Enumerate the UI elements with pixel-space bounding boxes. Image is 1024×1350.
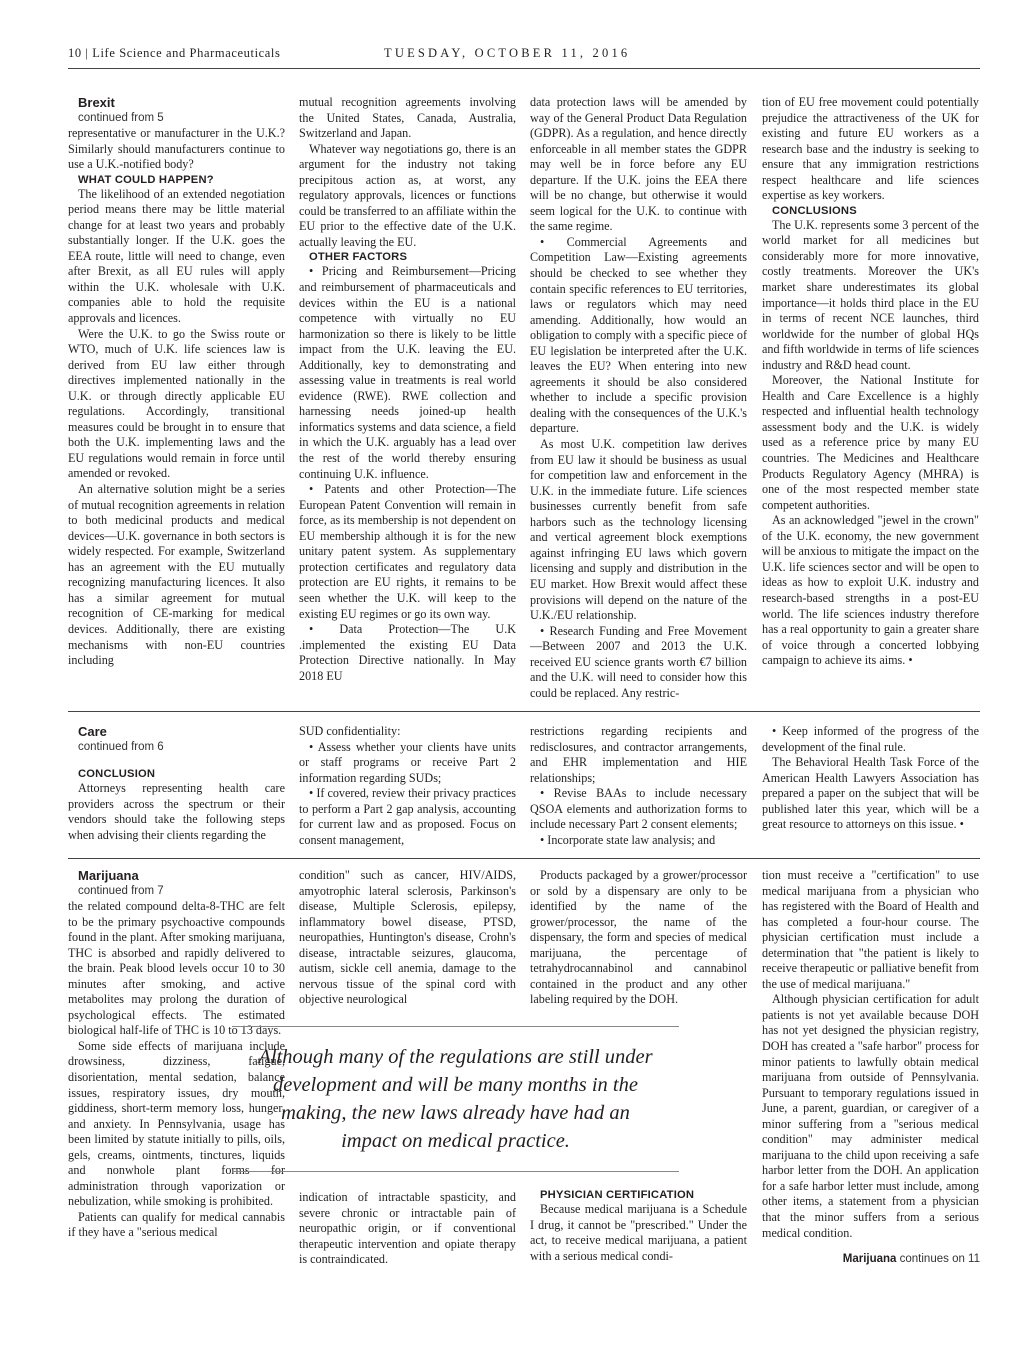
paragraph: Although physician certification for adult patients is not yet available because DOH has not yet designed the physician registry, DOH has created a "safe harbor" process for minor patients to lawfully obtain medical marijuana from outside of Pennsylvania. Pursuant to temporary regulations issued in June, a parent, guardian, or caregiver of a minor suffering from a "serious medical condition" may administer medical marijuana to the child upon receiving a safe harbor letter from the DOH. An application for a safe harbor letter must include, among other items, a statement from a physician that the minor suffers from a serious medical condition.: [762, 992, 979, 1240]
bullet-paragraph: • Commercial Agreements and Competition Law—Existing agreements should be checked to see whether they contain specific references to EU territories, laws or regulators which may need amending. Additionally, how would an obligation to comply with a specific piece of EU legislation be interpreted after the U.K. leaves the EU? When entering into new agreements it should be also considered whether to include a specific provision dealing with the consequences of the U.K.'s departure.: [530, 234, 747, 436]
subheading: CONCLUSION: [78, 768, 156, 780]
paragraph: Patients can qualify for medical cannabis if they have a "serious medical: [68, 1209, 285, 1240]
marijuana-column-4: [762, 868, 979, 1250]
paragraph: representative or manufacturer in the U.K.? Similarly should manufacturers continue to use a U.K.-notified body?: [68, 126, 285, 172]
paragraph: Moreover, the National Institute for Health and Care Excellence is a highly respected and influential health technology assessment body and the U.K. is widely used as a reference price by many EU countries. The Medicines and Healthcare Products Regulatory Agency (MHRA) is one of the most respected member state competent authorities.: [762, 373, 979, 512]
paragraph: An alternative solution might be a series of mutual recognition agreements in relation to both medicinal products and medical devices—U.K. governance in both sectors is widely respected. For example, Switzerland has an agreement with the EU mutually recognizing manufacturing licences. It also has a similar agreement for mutual recognition of CE-marking for medical devices. Additionally, there are existing mechanisms with non-EU countries including: [68, 482, 285, 668]
brexit-column-4: [762, 95, 979, 700]
brexit-column-2: [299, 95, 516, 700]
paragraph: The likelihood of an extended negotiation period means there may be little material change for at least two years and probably substantially longer. If the U.K. goes the EEA route, little will need to change, even after Brexit, as all EU rules will apply within the U.K. wholesale with U.K. companies able to hold the requisite approvals and licences.: [68, 186, 285, 326]
subheading: OTHER FACTORS: [309, 251, 408, 264]
brexit-column-1: [68, 95, 285, 700]
page-folio: 10 | Life Science and Pharmaceuticals: [68, 46, 281, 60]
paragraph: Whatever way negotiations go, there is an argument for the industry not taking precipitous action as, at worst, any regulatory approvals, licences or functions could be transferred to an affiliate within the EU prior to the effective date of the U.K. actually leaving the EU.: [299, 141, 516, 249]
paragraph: As most U.K. competition law derives from EU law it should be business as usual for competition law and enforcement in the U.K. in the immediate future. Life sciences businesses currently benefit from safe harbors such as the technology licensing and vertical agreement block exemptions against infringing EU laws which govern licensing and supply and distribution in the EU market. How Brexit would affect these provisions will depend on the nature of the U.K./EU relationship.: [530, 437, 747, 623]
continued-from: continued from 7: [78, 885, 164, 897]
bullet-paragraph: • Incorporate state law analysis; and: [540, 832, 716, 847]
paragraph: Products packaged by a grower/processor or sold by a dispensary are only to be identified by the name of the grower/processor, the name of the dispensary, the form and species of medical marijuana, the percentage of tetrahydrocannabinol and cannabinol contained in the product and any other labeling required by the DOH.: [530, 868, 747, 1007]
subheading: CONCLUSIONS: [772, 204, 857, 217]
bullet-paragraph: • If covered, review their privacy practices to perform a Part 2 gap analysis, accounting for current law and as proposed. Focus on consent management,: [299, 786, 516, 847]
marijuana-column-2-top: [299, 868, 516, 1018]
marijuana-column-3-top: [530, 868, 747, 1018]
paragraph: Attorneys representing health care providers across the spectrum or their vendors should take the following steps when advising their clients regarding the: [68, 781, 285, 842]
bullet-paragraph: • Patents and other Protection—The European Patent Convention will remain in force, as its membership is not dependent on EU membership although it is for the new unitary patent system. As supplementary protection certificates and regulatory data protection are EU rights, it remains to be seen whether the U.K. will keep to the existing EU regimes or go its own way.: [299, 482, 516, 621]
article-care: [68, 724, 980, 850]
care-column-4: [762, 724, 979, 850]
continues-title: Marijuana: [842, 1253, 897, 1265]
issue-date: TUESDAY, OCTOBER 11, 2016: [384, 46, 631, 60]
paragraph: tion of EU free movement could potentially prejudice the attractiveness of the UK for existing and future EU workers as a research base and the industry is seeking to ensure that any immigration restrictions respect healthcare and life sciences expertise as key workers.: [762, 95, 979, 203]
paragraph: SUD confidentiality:: [299, 724, 401, 738]
bullet-paragraph: • Keep informed of the progress of the development of the final rule.: [762, 724, 979, 754]
bullet-paragraph: • Assess whether your clients have units or staff programs or receive Part 2 information regarding SUDs;: [299, 739, 516, 785]
bullet-paragraph: • Revise BAAs to include necessary QSOA elements and authorization forms to include necessary Part 2 consent elements;: [530, 786, 747, 832]
care-column-2: [299, 724, 516, 850]
article-title: Care: [78, 724, 107, 739]
article-title: Marijuana: [78, 868, 139, 883]
paragraph: condition" such as cancer, HIV/AIDS, amyotrophic lateral sclerosis, Parkinson's disease, Multiple Sclerosis, epilepsy, inflammatory bowel disease, PTSD, neuropathies, Huntington's disease, Crohn's disease, intractable seizures, glaucoma, autism, sickle cell anemia, damage to the nervous tissue of the spinal cord with objective neurological: [299, 868, 516, 1007]
bullet-paragraph: • Pricing and Reimbursement—Pricing and reimbursement of pharmaceuticals and devices within the EU is a national competence with virtually no EU harmonization so there is likely to be little impact from the U.K. leaving the EU. Additionally, key to demonstrating and assessing value in treatments is real world evidence (RWE). RWE collection and harnessing needs joined-up health informatics systems and data science, a field in which the U.K. arguably has a lead over the rest of the world thereby ensuring continuing U.K. influence.: [299, 264, 516, 481]
article-title: Brexit: [78, 95, 115, 110]
marijuana-column-2-bottom: [299, 1190, 516, 1268]
paragraph: indication of intractable spasticity, and severe chronic or intractable pain of neuropathic origin, or if conventional therapeutic intervention and opiate therapy is contraindicated.: [299, 1190, 516, 1267]
paragraph: restrictions regarding recipients and redisclosures, and contractor arrangements, and EHR implementation and HIE relationships;: [530, 724, 747, 785]
subheading: WHAT COULD HAPPEN?: [78, 173, 214, 186]
article-brexit: [68, 95, 980, 700]
section-divider: [68, 711, 980, 712]
paragraph: The U.K. represents some 3 percent of the world market for all medicines but considerably more for more innovative, costly treatments. Moreover the UK's market share underestimates its global importance—it holds third place in the EU in terms of recent NCE launches, third worldwide for the number of global HQs and fifth worldwide in terms of life sciences industry and R&D head count.: [762, 217, 979, 372]
paragraph: As an acknowledged "jewel in the crown" of the U.K. economy, the new government will be anxious to mitigate the impact on the U.K. life sciences sector and will be open to ideas as how to exploit U.K. industry and research-based strengths in a post-EU world. The life sciences industry therefore has a real opportunity to gain a greater share of voice through a concerted lobbying campaign to achieve its aims. •: [762, 513, 979, 668]
pull-quote-text: Although many of the regulations are still under development and will be many months in the making, the new laws already have had an impact on medical practice.: [258, 1046, 653, 1152]
pull-quote: [232, 1026, 679, 1172]
section-divider: [68, 858, 980, 859]
paragraph: mutual recognition agreements involving the United States, Canada, Australia, Switzerland and Japan.: [299, 95, 516, 141]
bullet-paragraph: • Research Funding and Free Movement—Between 2007 and 2013 the U.K. received EU science grants worth €7 billion and the U.K. will need to consider how this could be replaced. Any restric-: [530, 623, 747, 700]
continued-from: continued from 6: [78, 741, 164, 753]
continued-from: continued from 5: [78, 112, 164, 124]
care-column-3: [530, 724, 747, 850]
brexit-column-3: [530, 95, 747, 700]
bullet-paragraph: • Data Protection—The U.K .implemented the existing EU Data Protection Directive nationally. In May 2018 EU: [299, 622, 516, 683]
care-column-1: [68, 724, 285, 850]
paragraph: Because medical marijuana is a Schedule I drug, it cannot be "prescribed." Under the act, to receive medical marijuana, a patient with a serious medical condi-: [530, 1202, 747, 1263]
paragraph: The Behavioral Health Task Force of the American Health Lawyers Association has prepared a paper on the subject that will be published later this year, which will be a great resource to attorneys on this issue. •: [762, 755, 979, 832]
page-header: [68, 44, 980, 69]
continues-text: continues on 11: [899, 1253, 980, 1265]
paragraph: data protection laws will be amended by way of the General Product Data Regulation (GDPR). As a regulation, and hence directly enforceable in all member states the GDPR may well be in force before any EU departure. If the U.K. joins the EEA there will be no change, but otherwise it would seem logical for the U.K. to continue with the same regime.: [530, 95, 747, 234]
continues-on: [843, 1253, 980, 1265]
paragraph: tion must receive a "certification" to use medical marijuana from a physician who has registered with the Board of Health and has completed a four-hour course. The physician certification must include a determination that "the patient is likely to receive therapeutic or palliative benefit from the use of medical marijuana.": [762, 868, 979, 991]
subheading: PHYSICIAN CERTIFICATION: [540, 1189, 695, 1201]
paragraph: Some side effects of marijuana include drowsiness, dizziness, fatigue, disorientation, mental sedation, balance issues, respiratory issues, dry mouth, giddiness, short-term memory loss, hunger, and anxiety. In Pennsylvania, usage has been limited by statute initially to pills, oils, gels, creams, ointments, tinctures, liquids and nonwhole plant forms for administration through vaporization or nebulization, while smoking is prohibited.: [68, 1038, 285, 1209]
paragraph: Were the U.K. to go the Swiss route or WTO, much of U.K. life sciences law is derived from EU law either through directives implemented nationally in the U.K. or through directly applicable EU regulations. Accordingly, transitional measures could be brought in to ensure that both the U.K. implementing laws and the EU regulations would remain in force until amended or revoked.: [68, 326, 285, 481]
paragraph: the related compound delta-8-THC are felt to be the primary psychoactive compounds found in the plant. After smoking marijuana, THC is absorbed and rapidly delivered to the brain. Peak blood levels occur 10 to 30 minutes after smoking, and active metabolites may prolong the duration of psychological effects. The estimated biological half-life of THC is 10 to 13 days.: [68, 899, 285, 1038]
marijuana-column-3-bottom: [530, 1184, 747, 1268]
